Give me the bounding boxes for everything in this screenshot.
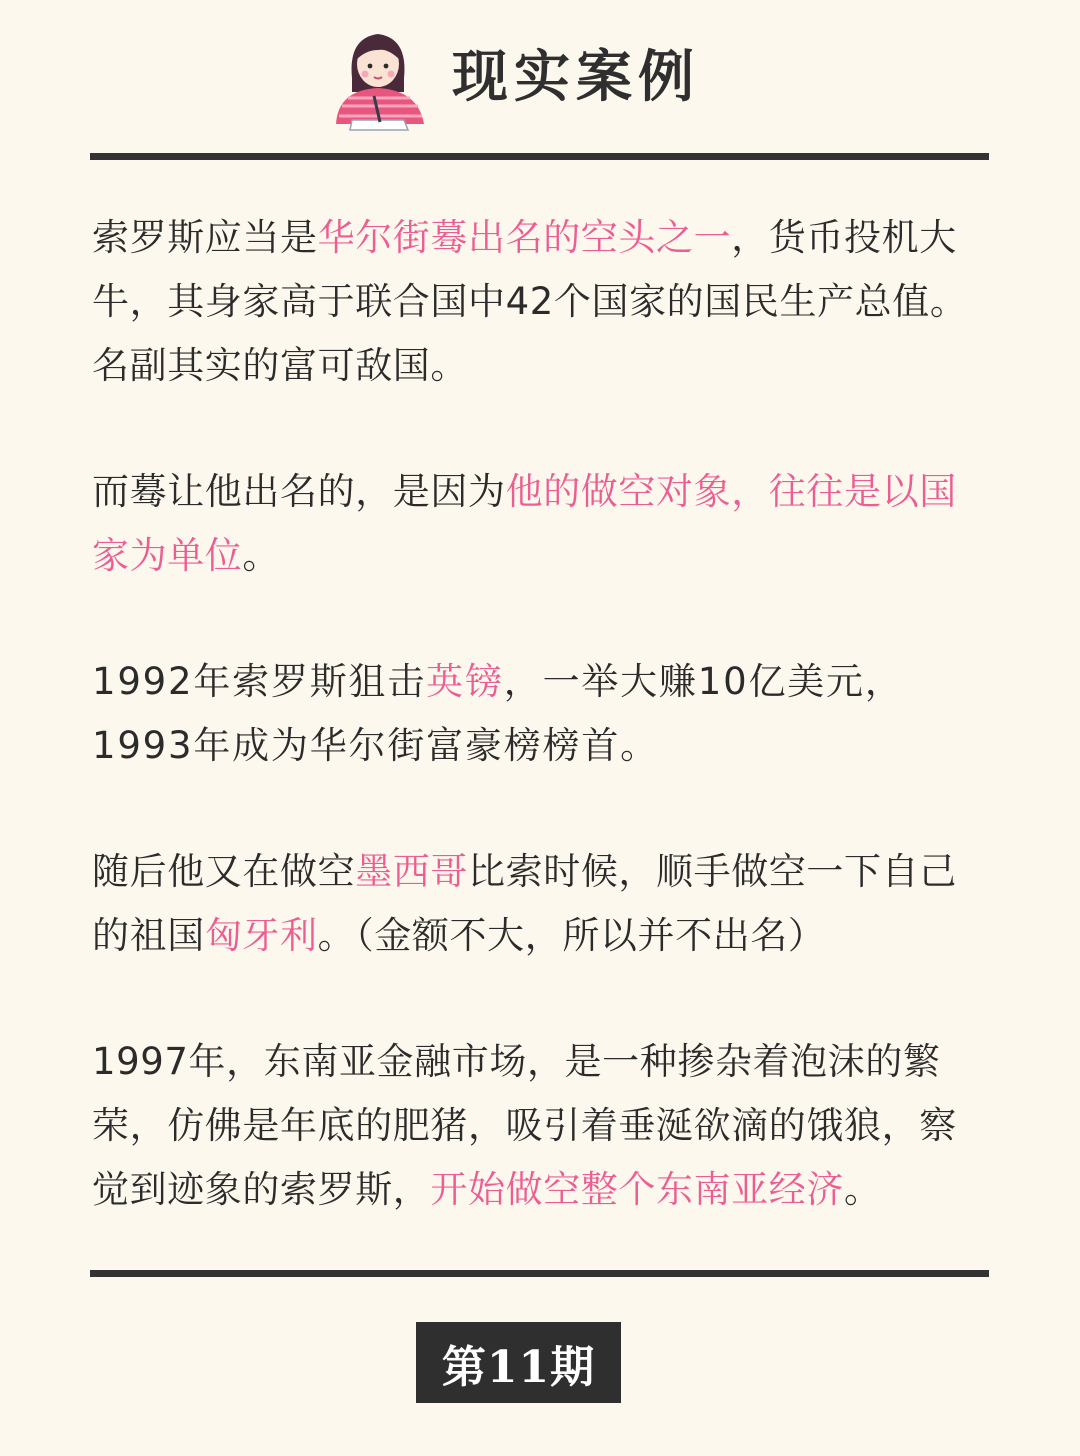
article-body [92, 206, 992, 1284]
text-segment: ，货币投机大牛，其身家高于联合国中42个国家的国民生产总值。名副其实的富可敌国。 [92, 216, 968, 387]
text-segment: 索罗斯应当是 [92, 216, 318, 259]
text-segment: 1997年，东南亚金融市场，是一种掺杂着泡沫的繁荣，仿佛是年底的肥猪，吸引着垂涎欲滴的饿狼，察觉到迹象的索罗斯， [92, 1040, 957, 1211]
paragraph-4 [92, 840, 992, 968]
issue-badge: 第11期 [416, 1322, 621, 1403]
top-divider [90, 153, 989, 160]
text-segment: 。 [242, 534, 281, 577]
paragraph-2 [92, 460, 992, 588]
text-segment: 随后他又在做空 [92, 850, 356, 893]
highlight-text: 他的做空对象，往往是以国家为单位 [92, 470, 957, 577]
girl-writing-icon [322, 20, 434, 132]
paragraph-3 [92, 650, 992, 778]
text-segment: 1992年索罗斯狙击 [92, 660, 427, 703]
highlight-text: 墨西哥 [355, 850, 469, 893]
highlight-text: 英镑 [426, 660, 504, 703]
text-segment: ，一举大赚10亿美元，1993年成为华尔街富豪榜榜首。 [92, 660, 904, 767]
header [0, 18, 1080, 136]
highlight-text: 匈牙利 [204, 914, 318, 957]
bottom-divider [90, 1270, 989, 1277]
highlight-text: 开始做空整个东南亚经济 [430, 1168, 845, 1211]
text-segment: 比索时候，顺手做空一下自己的祖国 [92, 850, 957, 957]
page-title: 现实案例 [452, 45, 700, 110]
text-segment: 。（金额不大，所以并不出名） [317, 914, 826, 957]
highlight-text: 华尔街蓦出名的空头之一 [317, 216, 732, 259]
paragraph-5 [92, 1030, 992, 1222]
text-segment: 而蓦让他出名的，是因为 [92, 470, 506, 513]
text-segment: 。 [844, 1168, 882, 1211]
paragraph-1 [92, 206, 992, 398]
